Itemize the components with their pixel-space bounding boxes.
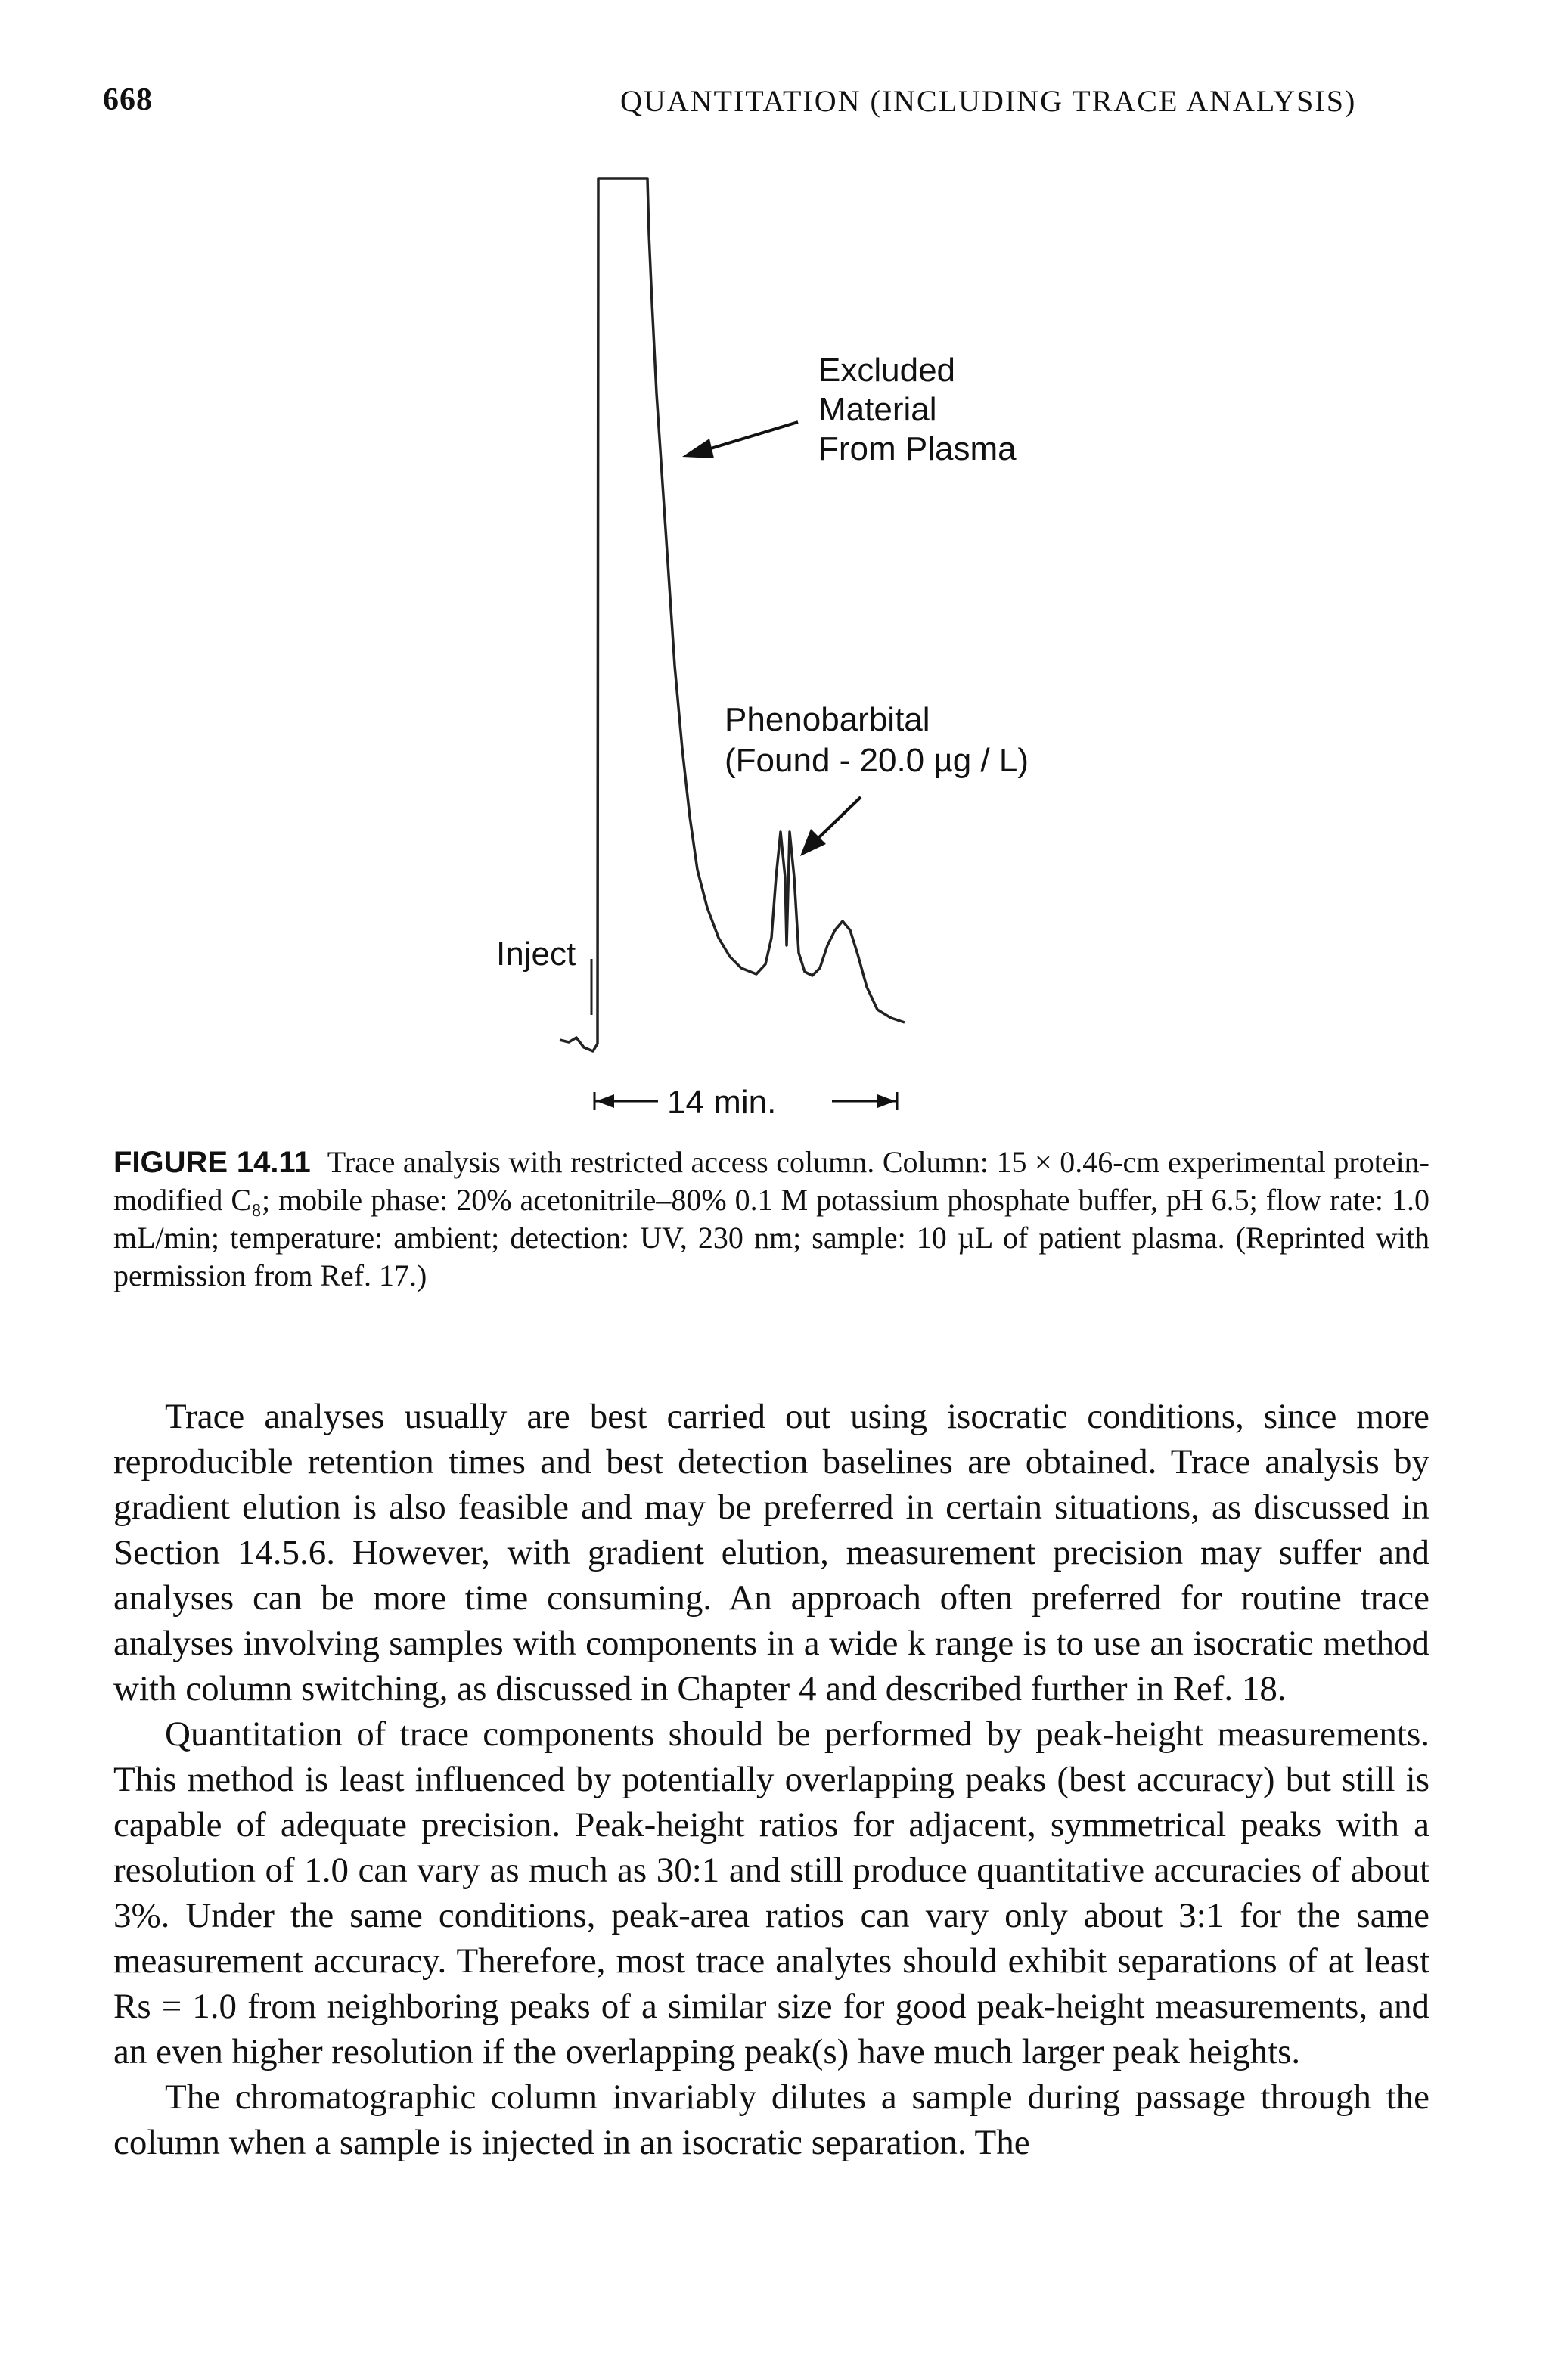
paragraph-1: Trace analyses usually are best carried out using isocratic conditions, since more reproducible retention times and best detection baselines are obtained. Trace analysis by gradient elution is also feasible and may be preferred in certain situations, as discussed in Section 14.5.6. However, with gradient elution, measurement precision may suffer and analyses can be more time consuming. An approach often preferred for routine trace analyses involving samples with components in a wide k range is to use an isocratic method with column switching, as discussed in Chapter 4 and described further in Ref. 18. (113, 1397, 1429, 1708)
page-number: 668 (103, 82, 153, 117)
paragraph-2: Quantitation of trace components should be performed by peak-height measurements. This method is least influenced by potentially overlapping peaks (best accuracy) but still is capable of adequate precision. Peak-height ratios for adjacent, symmetrical peaks with a resolution of 1.0 can vary as much as 30:1 and still produce quantitative accuracies of about 3%. Under the same conditions, peak-area ratios can vary only about 3:1 for the same measurement accuracy. Therefore, most trace analytes should exhibit separations of at least Rs = 1.0 from neighboring peaks of a similar size for good peak-height measurements, and an even higher resolution if the overlapping peak(s) have much larger peak heights. (113, 1714, 1429, 2071)
phenobarbital-label-line-2: (Found - 20.0 µg / L) (725, 742, 1029, 779)
excluded-label-line-2: Material (818, 391, 937, 428)
figure-caption-label: FIGURE 14.11 (113, 1146, 311, 1179)
phenobarbital-arrow (800, 797, 861, 856)
time-span-label: 14 min. (667, 1084, 777, 1121)
paragraph-3: The chromatographic column invariably dilutes a sample during passage through the column when a sample is injected in an isocratic separation. The (113, 2077, 1429, 2162)
chromatogram-svg (0, 0, 1549, 1134)
excluded-arrow (682, 422, 798, 458)
excluded-label-line-3: From Plasma (818, 430, 1017, 467)
inject-label: Inject (496, 936, 576, 973)
body-text (113, 1394, 1429, 2165)
running-head: QUANTITATION (INCLUDING TRACE ANALYSIS) (620, 84, 1357, 118)
figure-caption (113, 1143, 1429, 1295)
chromatogram-trace (560, 178, 905, 1051)
figure-chromatogram (0, 0, 1549, 1134)
phenobarbital-label-line-1: Phenobarbital (725, 701, 930, 738)
figure-caption-text: Trace analysis with restricted access column. Column: 15 × 0.46-cm experimental protein-modified C₈; mobile phase: 20% acetonitrile–80% 0.1 M potassium phosphate buffer, pH 6.5; flow rate: 1.0 mL/min; temperature: ambient; detection: UV, 230 nm; sample: 10 µL of patient plasma. (Reprinted with permission from Ref. 17.) (113, 1145, 1429, 1292)
excluded-label-line-1: Excluded (818, 352, 956, 389)
